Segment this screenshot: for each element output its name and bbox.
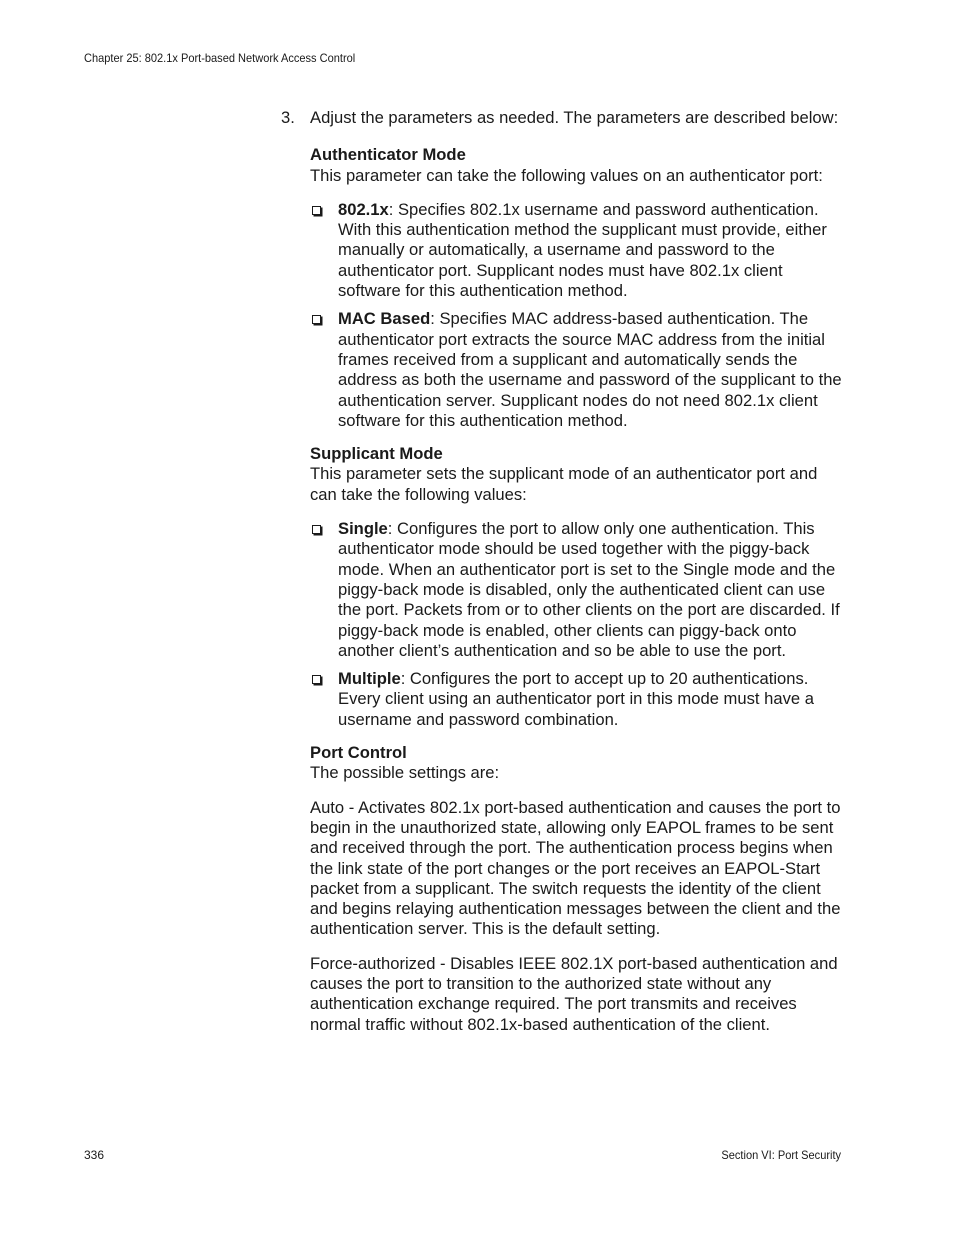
list-item	[310, 200, 846, 301]
list-item	[310, 519, 846, 661]
port-control-force-authorized-paragraph: Force-authorized - Disables IEEE 802.1X port-based authentication and causes the port to transition to the authorized state without any authentication exchange required. The port transmits and receives normal traffic without 802.1x-based authentication of the client.	[310, 953, 838, 1034]
supplicant-mode-heading: Supplicant Mode	[310, 444, 443, 464]
list-item	[310, 669, 846, 730]
supplicant-mode-options	[310, 519, 846, 730]
option-name: Multiple	[338, 669, 401, 689]
step-text: Adjust the parameters as needed. The parameters are described below:	[310, 108, 839, 127]
page-number: 336	[84, 1148, 105, 1162]
page-body	[281, 108, 846, 1049]
running-header: Chapter 25: 802.1x Port-based Network Access Control	[84, 51, 356, 65]
step-3	[281, 108, 846, 128]
step-number: 3.	[281, 108, 295, 127]
authenticator-mode-options	[310, 200, 846, 431]
checkbox-bullet-icon	[312, 525, 321, 534]
authenticator-mode-heading: Authenticator Mode	[310, 145, 466, 165]
port-control-auto-paragraph: Auto - Activates 802.1x port-based authentication and causes the port to begin in the unauthorized state, allowing only EAPOL frames to be sent and received through the port. The authentication process begins when the link state of the port changes or the port receives an EAPOL-Start packet from a supplicant. The switch requests the identity of the client and begins relaying authentication messages between the client and the authentication server. This is the default setting.	[310, 797, 841, 939]
option-text: : Specifies 802.1x username and password authentication. With this authentication method the supplicant must provide, either manually or automatically, a username and password to the authenticator port. Supplicant nodes must have 802.1x client software for this authentication method.	[338, 199, 827, 301]
option-text: : Specifies MAC address-based authentication. The authenticator port extracts the source MAC address from the initial frames received from a supplicant and automatically sends the address as both the username and password of the supplicant to the authentication server. Supplicant nodes do not need 802.1x client software for this authentication method.	[338, 309, 842, 430]
checkbox-bullet-icon	[312, 675, 321, 684]
running-footer-section: Section VI: Port Security	[721, 1148, 841, 1162]
port-control-description: The possible settings are:	[310, 763, 500, 783]
option-text: : Configures the port to accept up to 20 authentications. Every client using an authenticator port in this mode must have a username and password combination.	[338, 669, 814, 729]
supplicant-mode-description: This parameter sets the supplicant mode of an authenticator port and can take the following values:	[310, 464, 818, 504]
list-item	[310, 309, 846, 431]
authenticator-mode-description: This parameter can take the following values on an authenticator port:	[310, 165, 823, 185]
option-name: 802.1x	[338, 199, 389, 219]
checkbox-bullet-icon	[312, 206, 321, 215]
option-text: : Configures the port to allow only one authentication. This authenticator mode should be used together with the piggy-back mode. When an authenticator port is set to the Single mode and the piggy-back mode is disabled, only the authenticated client can use the port. Packets from or to other clients on the port are discarded. If piggy-back mode is enabled, other clients can piggy-back onto another client’s authentication and so be able to use the port.	[338, 519, 840, 660]
option-name: MAC Based	[338, 309, 431, 329]
option-name: Single	[338, 519, 388, 539]
checkbox-bullet-icon	[312, 315, 321, 324]
port-control-heading: Port Control	[310, 743, 407, 763]
